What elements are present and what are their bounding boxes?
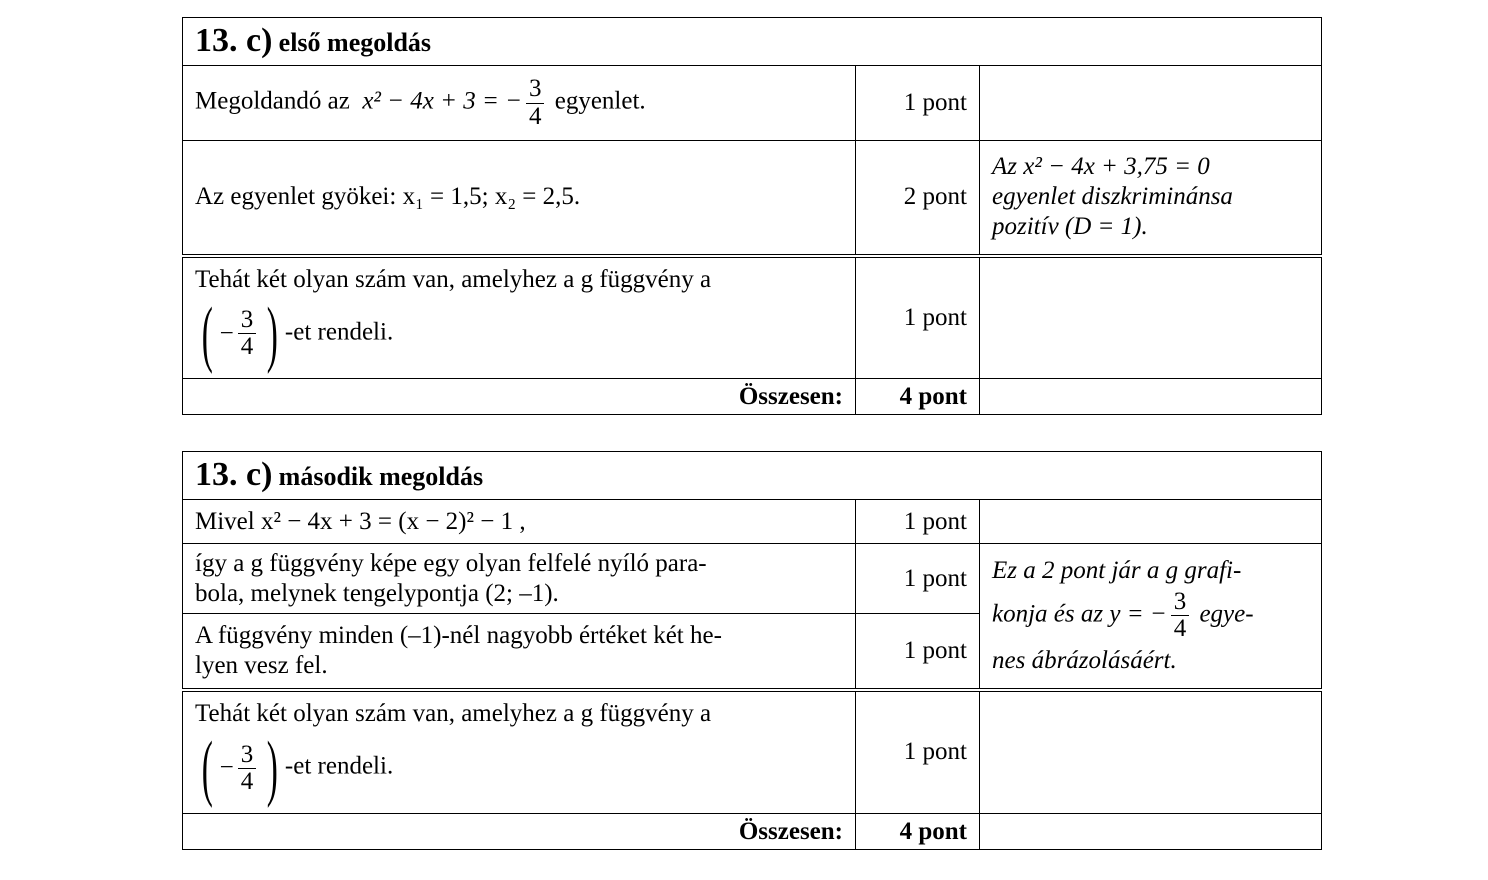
note-text: egye- xyxy=(1199,600,1254,628)
points-cell: 1 pont xyxy=(856,690,980,814)
table2-header xyxy=(183,452,1322,500)
step-text: Tehát két olyan szám van, amelyhez a g függvény a xyxy=(195,265,712,293)
points-cell: 1 pont xyxy=(856,256,980,379)
task-number: 13. c) xyxy=(195,22,273,60)
step-identity: Mivel x² − 4x + 3 = (x − 2)² − 1 , xyxy=(183,500,856,544)
note-cell xyxy=(980,66,1322,141)
note-cell xyxy=(980,500,1322,544)
task-number: 13. c) xyxy=(195,456,273,494)
note-cell xyxy=(980,814,1322,850)
total-points: 4 pont xyxy=(856,814,980,850)
note-line: Az x² − 4x + 3,75 = 0 xyxy=(992,153,1210,181)
note-line: pozitív (D = 1). xyxy=(992,213,1148,241)
denominator: 4 xyxy=(528,102,542,130)
step-text: -et rendeli. xyxy=(284,318,394,346)
note-text: konja és az y = − xyxy=(992,600,1167,628)
total-label: Összesen: xyxy=(183,379,856,415)
numerator: 3 xyxy=(526,76,545,103)
step-range xyxy=(183,614,856,690)
step-roots: Az egyenlet gyökei: x₁ = 1,5; x₂ = 2,5. xyxy=(183,141,856,256)
step-conclusion xyxy=(183,256,856,379)
minus-sign: − xyxy=(219,319,234,347)
points-cell: 2 pont xyxy=(856,141,980,256)
step-equation xyxy=(183,66,856,141)
step-text: bola, melynek tengelypontja (2; –1). xyxy=(195,579,559,607)
note-cell xyxy=(980,256,1322,379)
solution-table-1 xyxy=(182,17,1322,415)
step-text: Tehát két olyan szám van, amelyhez a g függvény a xyxy=(195,700,712,728)
numerator: 3 xyxy=(1171,589,1190,616)
solution-table-2 xyxy=(182,451,1322,850)
table1-header xyxy=(183,18,1322,66)
points-cell: 1 pont xyxy=(856,500,980,544)
points-cell: 1 pont xyxy=(856,544,980,614)
step-text: így a g függvény képe egy olyan felfelé nyíló para- xyxy=(195,549,707,577)
step-text: A függvény minden (–1)-nél nagyobb értéket két he- xyxy=(195,621,722,649)
points-cell: 1 pont xyxy=(856,614,980,690)
note-line: nes ábrázolásáért. xyxy=(992,646,1177,674)
step-parabola xyxy=(183,544,856,614)
parenthesized-fraction: ( − $\frac{3}{4}$ ) xyxy=(201,292,279,375)
step-text: Megoldandó az xyxy=(195,87,350,115)
numerator: 3 xyxy=(238,742,257,769)
fraction xyxy=(1171,589,1190,643)
points-cell: 1 pont xyxy=(856,66,980,141)
step-text: egyenlet. xyxy=(554,87,646,115)
denominator: 4 xyxy=(1173,615,1187,643)
solution-title: második megoldás xyxy=(278,462,484,492)
note-line xyxy=(992,589,1309,643)
note-line: Ez a 2 pont jár a g grafi- xyxy=(992,556,1242,584)
total-label: Összesen: xyxy=(183,814,856,850)
total-points: 4 pont xyxy=(856,379,980,415)
step-text: lyen vesz fel. xyxy=(195,651,328,679)
note-line: egyenlet diszkriminánsa xyxy=(992,183,1233,211)
fraction xyxy=(526,76,545,130)
equation-left: x² − 4x + 3 = − xyxy=(362,87,522,115)
step-conclusion xyxy=(183,690,856,814)
numerator: 3 xyxy=(238,307,257,334)
note-cell xyxy=(980,544,1322,690)
solution-title: első megoldás xyxy=(278,28,432,58)
parenthesized-fraction: ( − $\frac{3}{4}$ ) xyxy=(201,727,279,810)
note-cell xyxy=(980,141,1322,256)
step-text: -et rendeli. xyxy=(284,752,394,780)
denominator: 4 xyxy=(240,767,254,795)
note-cell xyxy=(980,379,1322,415)
note-cell xyxy=(980,690,1322,814)
denominator: 4 xyxy=(240,333,254,361)
minus-sign: − xyxy=(219,754,234,782)
